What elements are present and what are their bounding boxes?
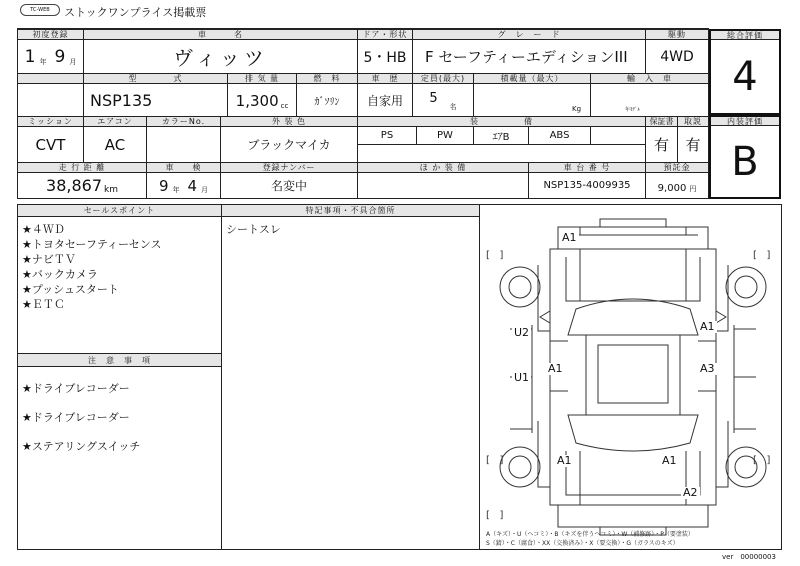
capacity-value [413,84,473,116]
logo-text: TC-WEB [30,7,50,13]
damage-code: A1 [700,320,715,333]
logo [20,4,60,16]
note-item: ★ドライブレコーダー [22,411,130,424]
overall-rating-label: 総合評価 [711,31,779,40]
sales-point-item: ★ナビＴＶ [22,253,76,266]
damage-code: A1 [662,454,677,467]
first-reg-year: 1 [24,47,36,67]
model-label: 型 式 [128,74,183,83]
plate: 名変中 [270,179,307,193]
grade-label: グ レ ー ド [497,30,561,39]
warranty-label: 保証書 [649,117,674,126]
warranty: 有 [653,136,669,154]
sales-point-item: ★トヨタセーフティーセンス [22,238,162,251]
version-label: ver 00000003 [722,553,776,561]
door-type: 5・HB [363,49,407,66]
door-type-label: ドア・形状 [362,30,408,39]
mission-label: ミッション [28,117,73,126]
mileage: 38,867 [46,176,102,195]
bracket-placeholder: [ ] [486,250,504,261]
damage-legend-line: A（キズ）・U（ヘコミ）・B（キズを伴うヘコミ）・W（補修跡）・P（要塗装） [486,531,694,538]
displacement-unit: cc [280,102,289,110]
fuel-label: 燃 料 [313,74,341,83]
deposit-value [646,173,708,198]
bracket-placeholder: [ ] [486,510,504,521]
sales-points-list [22,222,161,312]
first-reg-month: 9 [54,47,66,67]
exterior-label: 外 装 色 [271,117,307,126]
damage-code: A3 [700,362,715,375]
damage-legend-line: S（錆）・C（腐食）・XX（交換済み）・X（要交換）・G（ガラスのキズ） [486,540,679,547]
mileage-unit: km [104,185,118,195]
vin-label: 車 台 番 号 [563,163,611,172]
damage-legend [486,530,694,548]
notes-title: 注 意 事 項 [88,355,151,365]
car-name-label: 車 名 [198,30,243,39]
car-name: ヴィッツ [173,46,268,70]
import-label: 輸 入 車 [627,74,672,83]
note-item: ★ステアリングスイッチ [22,440,141,453]
remarks-title: 特記事項・不具合箇所 [305,206,396,215]
notes-list [22,374,140,461]
drive-label: 駆動 [668,30,686,39]
exterior-color: ブラックマイカ [247,138,331,152]
mission: CVT [35,135,66,154]
equipment-item: ABS [549,130,570,141]
capacity-label: 定員(最大) [420,74,466,83]
bracket-placeholder: [ ] [753,250,771,261]
capacity: 5 [429,91,438,106]
equipment-label: 装 備 [470,117,533,126]
first-reg-value [18,40,83,73]
inspection-label: 車 検 [165,163,202,172]
equipment-item: ｴｱB [492,132,510,143]
inspection-value [147,173,220,198]
first-reg-month-unit: 月 [69,58,77,66]
damage-code: A1 [562,231,577,244]
damage-code: U1 [514,371,530,384]
deposit-label: 預託金 [663,163,691,172]
deposit-unit: 円 [689,185,697,193]
first-reg-year-unit: 年 [39,58,47,66]
deposit: 9,000 [657,183,687,194]
fuel: ｶﾞｿﾘﾝ [314,96,340,108]
other-equipment-label: ほ か 装 備 [419,163,467,172]
aircon: AC [104,135,126,154]
overall-rating-box [709,29,781,115]
load-unit: Kg [572,105,582,113]
aircon-label: エアコン [97,117,133,126]
form-title: ストックワンプライス掲載票 [64,6,207,19]
sales-points-title: セールスポイント [83,206,156,215]
first-reg-label: 初度登録 [32,30,69,39]
overall-rating: 4 [732,54,758,100]
damage-code: A1 [548,362,563,375]
remarks-text: シートスレ [226,223,281,236]
drive: 4WD [660,48,694,65]
load-label: 積載量（最大） [500,74,564,83]
inspection-year: 9 [158,177,169,195]
mileage-value [18,173,146,198]
sales-point-item: ★ＥＴＣ [22,298,65,311]
color-no-label: カラーNo. [161,117,206,126]
sales-point-item: ★４ＷＤ [22,223,65,236]
damage-code: A2 [683,486,698,499]
displacement-label: 排 気 量 [244,74,280,83]
history-label: 車 歴 [371,74,399,83]
manual: 有 [685,136,701,154]
bracket-placeholder: [ ] [753,455,771,466]
displacement: 1,300 [235,92,279,110]
sales-point-item: ★プッシュスタート [22,283,119,296]
bracket-placeholder: [ ] [486,455,504,466]
grade: F セーフティーエディションIII [425,48,628,66]
model: NSP135 [90,90,153,110]
equipment-item: PW [437,130,453,141]
damage-code: A1 [557,454,572,467]
manual-label: 取説 [684,117,702,126]
damage-code: U2 [514,326,530,339]
displacement-value [228,84,296,116]
interior-rating-label: 内装評価 [711,117,779,126]
inspection-month: 4 [187,177,198,195]
history: 自家用 [366,93,403,108]
capacity-unit: 名 [449,103,457,111]
plate-label: 登録ナンバー [262,163,316,172]
note-item: ★ドライブレコーダー [22,382,130,395]
sales-point-item: ★バックカメラ [22,268,98,281]
inspection-year-unit: 年 [172,186,180,194]
mileage-label: 走 行 距 離 [58,163,106,172]
inspection-month-unit: 月 [201,186,209,194]
equipment-item: PS [380,130,394,141]
import-note: 年ﾓﾃﾞﾙ [625,107,641,113]
vin: NSP135-4009935 [543,180,631,191]
interior-rating-box [709,115,781,199]
interior-rating: B [731,139,759,185]
